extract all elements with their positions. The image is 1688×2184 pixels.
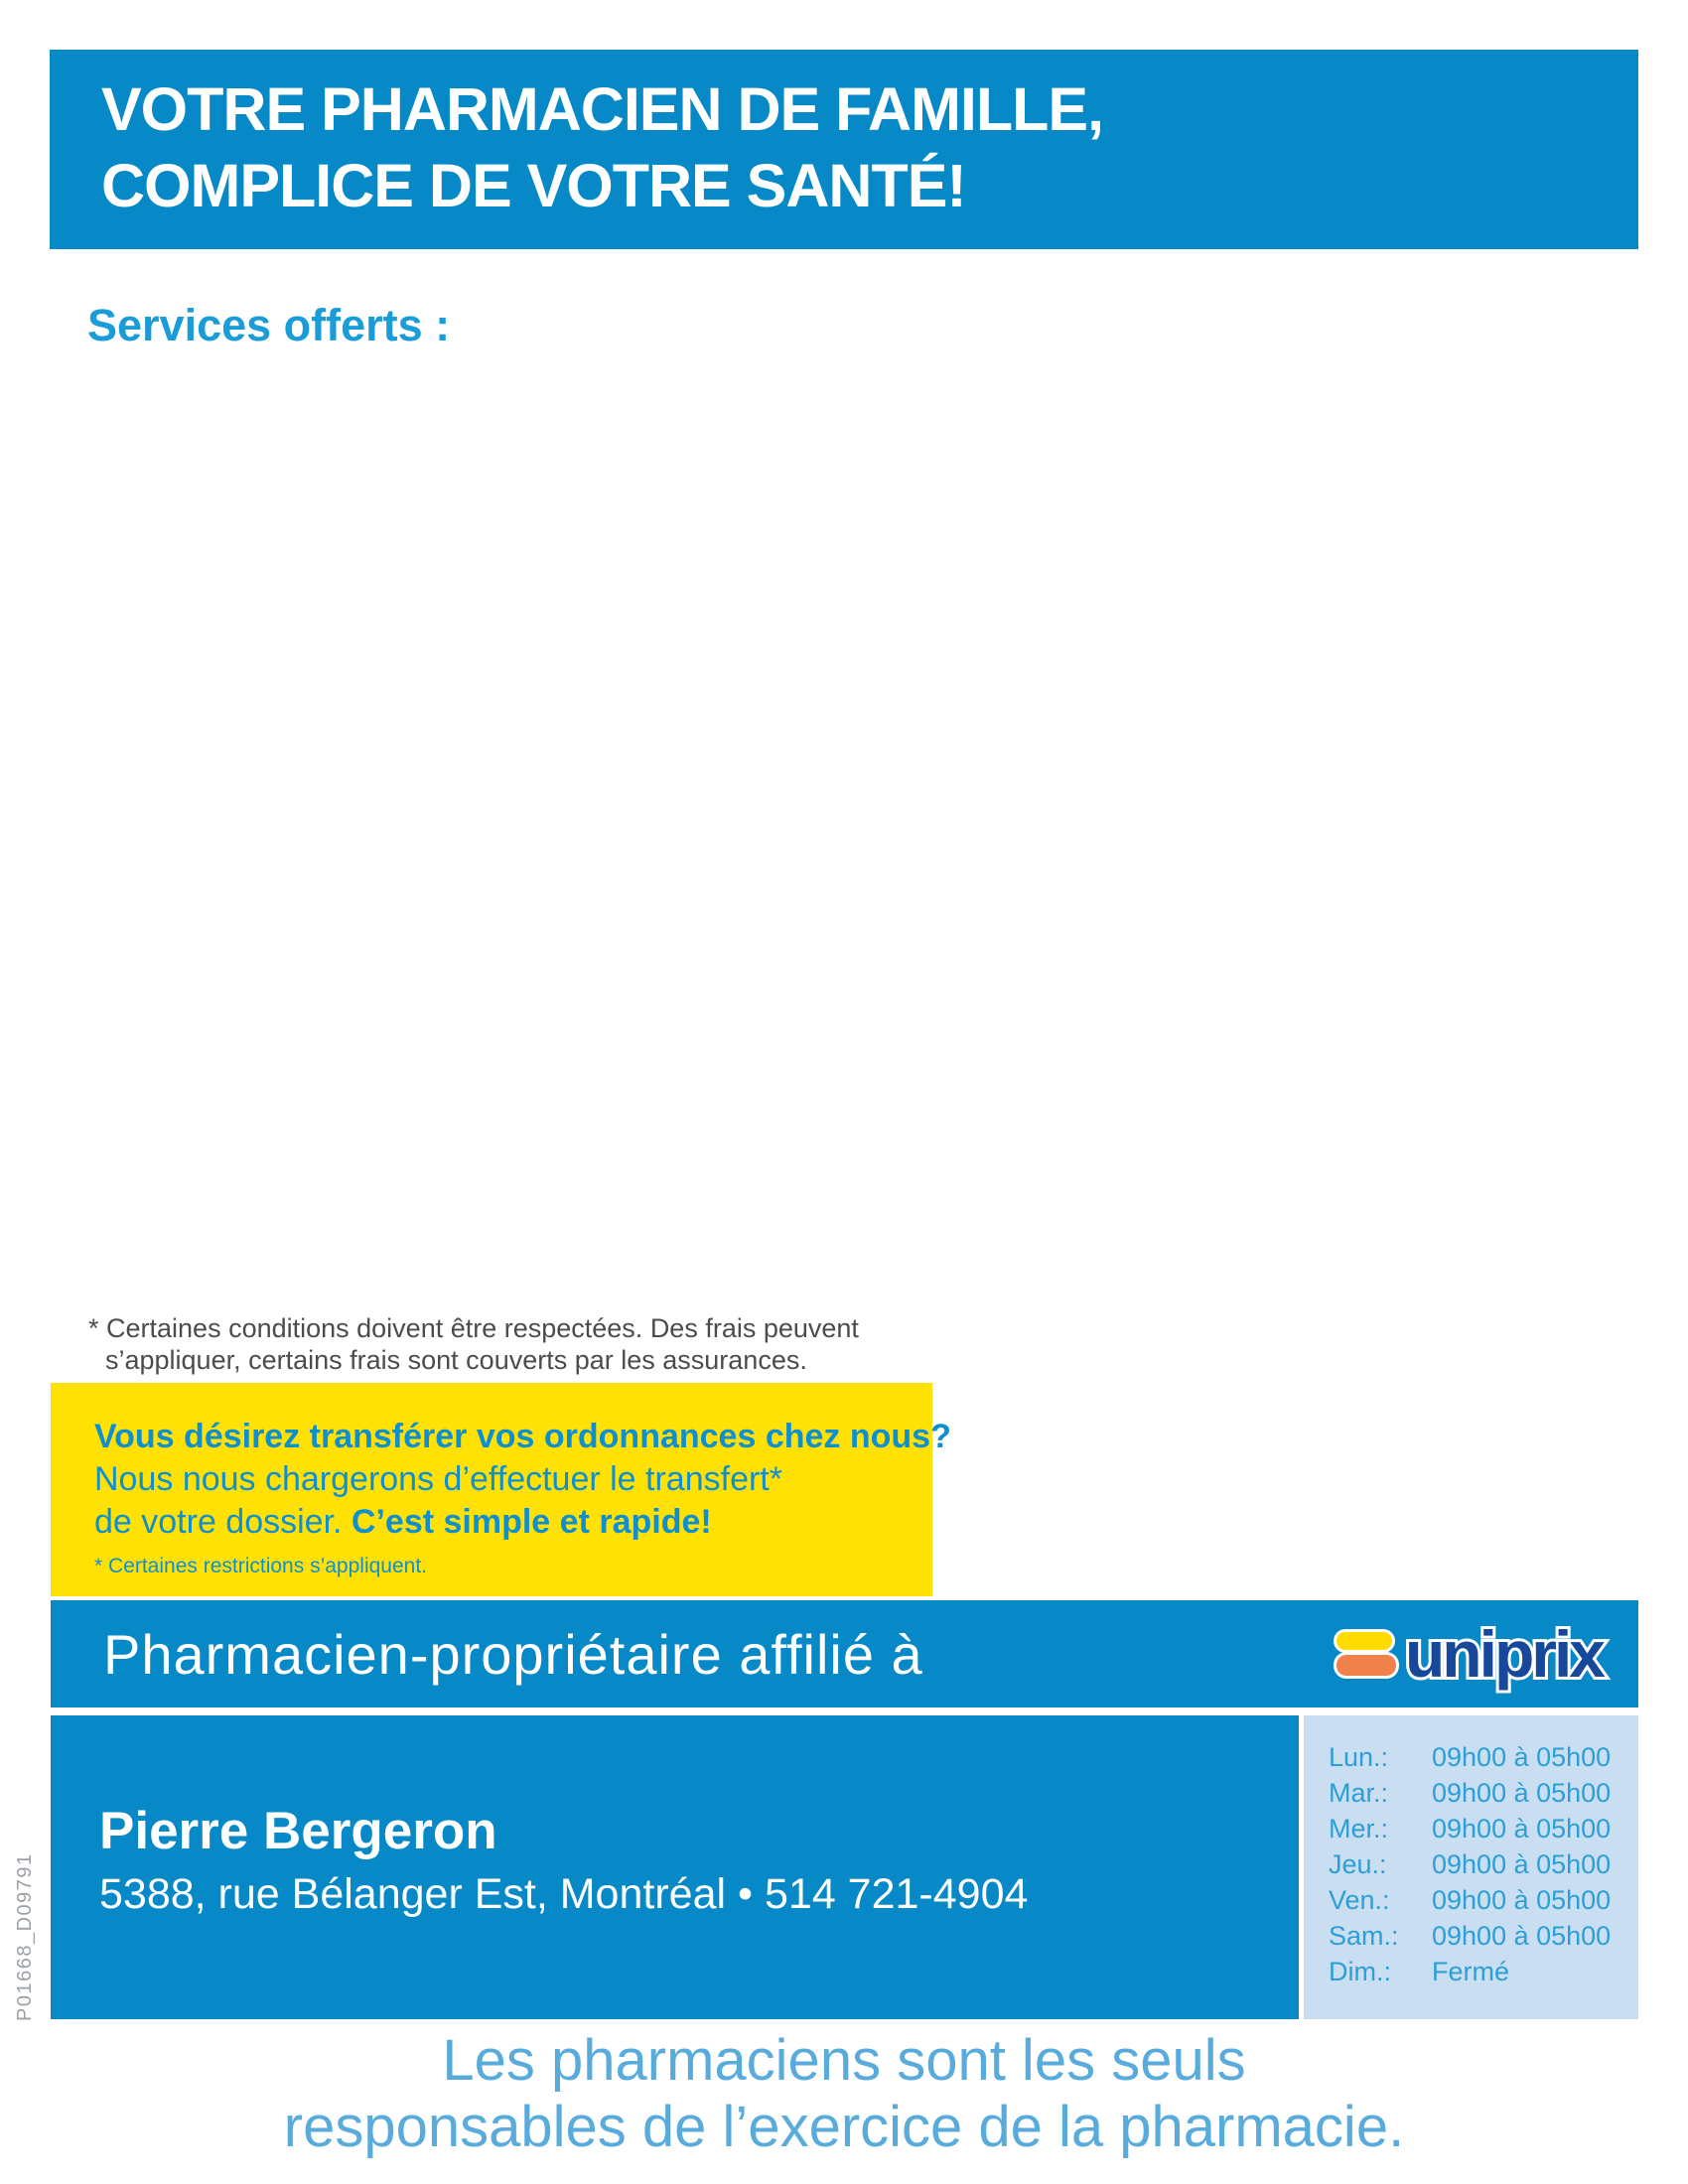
owner-address: 5388, rue Bélanger Est, Montréal • 514 721-4904 [99,1870,1029,1918]
hours-time-value: 09h00 à 05h00 [1432,1884,1612,1915]
tagline [0,2027,1688,2160]
conditions-footnote-line1: * Certaines conditions doivent être respectées. Des frais peuvent [88,1313,859,1343]
hours-time-value: 09h00 à 05h00 [1432,1920,1612,1951]
conditions-footnote-line2: s’appliquer, certains frais sont couverts par les assurances. [105,1345,807,1375]
hours-day-label: Jeu.: [1329,1848,1387,1879]
transfer-title: Vous désirez transférer vos ordonnances chez nous? [94,1418,951,1455]
header-banner [50,50,1638,249]
uniprix-bars-icon [1336,1632,1396,1676]
services-offered-label: Services offerts : [87,300,451,350]
uniprix-wordmark: uniprix [1404,1617,1603,1691]
hours-row-wednesday [1329,1811,1638,1846]
hours-panel [1304,1715,1638,2019]
tagline-line2: responsables de l’exercice de la pharmacie. [283,2095,1405,2159]
hours-day-label: Mer.: [1329,1813,1389,1843]
owner-name: Pierre Bergeron [99,1802,497,1860]
hours-time-value: Fermé [1432,1956,1510,1986]
transfer-line3-regular: de votre dossier. [94,1503,352,1541]
affiliation-label: Pharmacien-propriétaire affilié à [103,1622,923,1686]
transfer-line3 [94,1501,932,1544]
uniprix-logo [1336,1617,1603,1691]
print-code: P01668_D09791 [14,1852,36,2021]
hours-row-monday [1329,1739,1638,1775]
header-title-line2: COMPLICE DE VOTRE SANTÉ! [101,152,966,219]
transfer-line2: Nous nous chargerons d’effectuer le transfert* [94,1460,782,1498]
hours-day-label: Ven.: [1329,1884,1390,1915]
affiliation-bar [51,1600,1638,1707]
hours-time-value: 09h00 à 05h00 [1432,1813,1612,1843]
transfer-offer-box [51,1383,951,1596]
hours-day-label: Mar.: [1329,1777,1389,1808]
hours-day-label: Lun.: [1329,1741,1389,1772]
logo-yellow-bar-icon [1336,1632,1392,1650]
hours-row-tuesday [1329,1775,1638,1811]
tagline-line1: Les pharmaciens sont les seuls [442,2028,1246,2093]
hours-time-value: 09h00 à 05h00 [1432,1777,1612,1808]
hours-time-value: 09h00 à 05h00 [1432,1848,1612,1879]
logo-orange-bar-icon [1336,1655,1396,1676]
transfer-line3-bold: C’est simple et rapide! [351,1503,712,1541]
hours-row-sunday [1329,1954,1638,1989]
hours-row-saturday [1329,1918,1638,1954]
header-title-line1: VOTRE PHARMACIEN DE FAMILLE, [101,75,1104,143]
hours-row-friday [1329,1882,1638,1918]
hours-day-label: Sam.: [1329,1920,1399,1951]
hours-row-thursday [1329,1846,1638,1882]
owner-panel [51,1715,1299,2019]
hours-day-label: Dim.: [1329,1956,1391,1986]
hours-time-value: 09h00 à 05h00 [1432,1741,1612,1772]
conditions-footnote [88,1312,859,1376]
transfer-disclaimer: * Certaines restrictions s’appliquent. [94,1555,427,1577]
